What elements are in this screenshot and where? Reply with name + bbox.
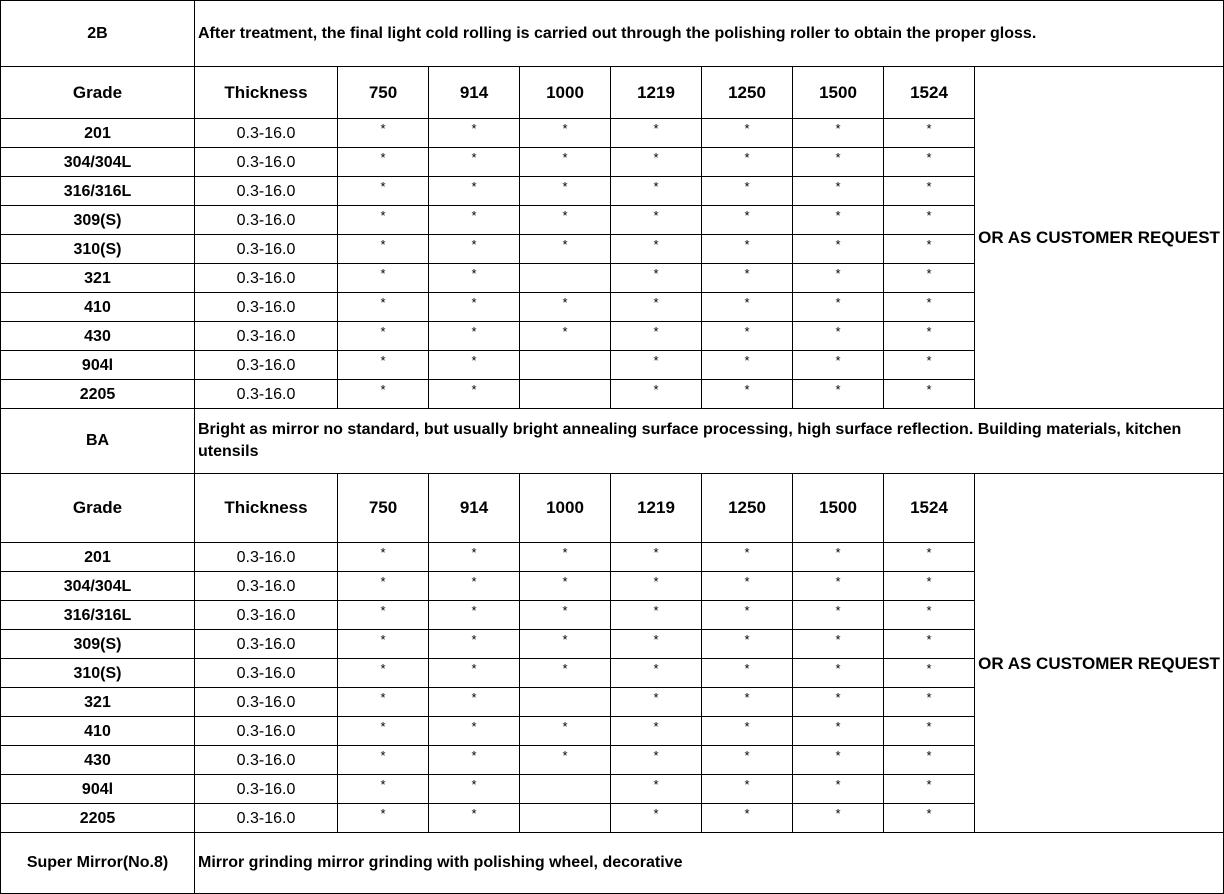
availability-mark: * xyxy=(793,148,884,177)
availability-mark: * xyxy=(611,601,702,630)
availability-mark: * xyxy=(702,601,793,630)
availability-mark: * xyxy=(611,688,702,717)
header-width: 914 xyxy=(429,474,520,543)
header-thickness: Thickness xyxy=(195,474,338,543)
availability-mark xyxy=(520,351,611,380)
availability-mark: * xyxy=(702,119,793,148)
thickness-cell: 0.3-16.0 xyxy=(195,380,338,409)
footer-row xyxy=(1,833,1224,894)
availability-mark xyxy=(520,804,611,833)
header-width: 1000 xyxy=(520,474,611,543)
availability-mark: * xyxy=(884,177,975,206)
availability-mark: * xyxy=(884,322,975,351)
availability-mark: * xyxy=(520,746,611,775)
availability-mark: * xyxy=(429,601,520,630)
availability-mark: * xyxy=(429,322,520,351)
thickness-cell: 0.3-16.0 xyxy=(195,601,338,630)
availability-mark: * xyxy=(429,206,520,235)
availability-mark: * xyxy=(702,804,793,833)
availability-mark: * xyxy=(702,659,793,688)
availability-mark: * xyxy=(793,322,884,351)
grade-cell: 430 xyxy=(1,322,195,351)
availability-mark: * xyxy=(338,380,429,409)
availability-mark: * xyxy=(884,601,975,630)
thickness-cell: 0.3-16.0 xyxy=(195,119,338,148)
availability-mark: * xyxy=(520,177,611,206)
availability-mark: * xyxy=(793,746,884,775)
availability-mark: * xyxy=(338,775,429,804)
availability-mark: * xyxy=(338,322,429,351)
availability-mark: * xyxy=(884,659,975,688)
availability-mark: * xyxy=(429,148,520,177)
thickness-cell: 0.3-16.0 xyxy=(195,235,338,264)
availability-mark: * xyxy=(429,688,520,717)
grade-cell: 904l xyxy=(1,775,195,804)
availability-mark: * xyxy=(429,264,520,293)
availability-mark: * xyxy=(611,264,702,293)
availability-mark: * xyxy=(793,659,884,688)
availability-mark: * xyxy=(702,746,793,775)
availability-mark: * xyxy=(884,206,975,235)
availability-mark: * xyxy=(429,804,520,833)
availability-mark: * xyxy=(429,177,520,206)
availability-mark: * xyxy=(884,804,975,833)
availability-mark: * xyxy=(338,543,429,572)
availability-mark: * xyxy=(611,543,702,572)
thickness-cell: 0.3-16.0 xyxy=(195,148,338,177)
availability-mark: * xyxy=(884,235,975,264)
availability-mark: * xyxy=(702,688,793,717)
thickness-cell: 0.3-16.0 xyxy=(195,206,338,235)
availability-mark: * xyxy=(520,659,611,688)
availability-mark: * xyxy=(338,264,429,293)
availability-mark: * xyxy=(520,206,611,235)
header-width: 1250 xyxy=(702,67,793,119)
availability-mark: * xyxy=(611,572,702,601)
availability-mark: * xyxy=(338,206,429,235)
availability-mark: * xyxy=(429,717,520,746)
availability-mark: * xyxy=(520,293,611,322)
grade-cell: 304/304L xyxy=(1,572,195,601)
availability-mark: * xyxy=(702,351,793,380)
grade-cell: 316/316L xyxy=(1,601,195,630)
header-width: 1500 xyxy=(793,67,884,119)
grade-cell: 309(S) xyxy=(1,206,195,235)
availability-mark: * xyxy=(793,380,884,409)
availability-mark: * xyxy=(338,177,429,206)
header-thickness: Thickness xyxy=(195,67,338,119)
availability-mark: * xyxy=(793,601,884,630)
availability-mark: * xyxy=(520,717,611,746)
availability-mark: * xyxy=(793,351,884,380)
availability-mark: * xyxy=(702,206,793,235)
availability-mark: * xyxy=(793,543,884,572)
availability-mark: * xyxy=(611,235,702,264)
availability-mark: * xyxy=(338,293,429,322)
availability-mark: * xyxy=(702,717,793,746)
header-width: 1500 xyxy=(793,474,884,543)
availability-mark: * xyxy=(884,717,975,746)
availability-mark: * xyxy=(884,630,975,659)
availability-mark: * xyxy=(793,264,884,293)
availability-mark: * xyxy=(429,293,520,322)
availability-mark: * xyxy=(702,264,793,293)
availability-mark: * xyxy=(884,293,975,322)
grade-cell: 310(S) xyxy=(1,235,195,264)
thickness-cell: 0.3-16.0 xyxy=(195,264,338,293)
grade-cell: 430 xyxy=(1,746,195,775)
header-width: 1000 xyxy=(520,67,611,119)
availability-mark: * xyxy=(793,775,884,804)
header-width: 1524 xyxy=(884,67,975,119)
availability-mark: * xyxy=(702,380,793,409)
grade-cell: 2205 xyxy=(1,380,195,409)
header-grade: Grade xyxy=(1,67,195,119)
availability-mark: * xyxy=(338,601,429,630)
thickness-cell: 0.3-16.0 xyxy=(195,322,338,351)
availability-mark: * xyxy=(429,380,520,409)
availability-mark: * xyxy=(429,775,520,804)
availability-mark: * xyxy=(793,235,884,264)
availability-mark: * xyxy=(429,543,520,572)
availability-mark: * xyxy=(702,775,793,804)
availability-mark: * xyxy=(611,293,702,322)
customer-request-note: OR AS CUSTOMER REQUEST xyxy=(975,474,1224,833)
availability-mark: * xyxy=(520,543,611,572)
grade-cell: 321 xyxy=(1,688,195,717)
availability-mark: * xyxy=(793,177,884,206)
availability-mark: * xyxy=(793,688,884,717)
grade-cell: 316/316L xyxy=(1,177,195,206)
availability-mark: * xyxy=(611,206,702,235)
availability-mark: * xyxy=(884,380,975,409)
availability-mark: * xyxy=(429,119,520,148)
availability-mark: * xyxy=(338,572,429,601)
availability-mark xyxy=(520,775,611,804)
availability-mark: * xyxy=(611,746,702,775)
availability-mark: * xyxy=(429,659,520,688)
availability-mark: * xyxy=(793,572,884,601)
availability-mark: * xyxy=(338,688,429,717)
availability-mark xyxy=(520,380,611,409)
availability-mark xyxy=(520,688,611,717)
availability-mark: * xyxy=(884,572,975,601)
thickness-cell: 0.3-16.0 xyxy=(195,717,338,746)
availability-mark: * xyxy=(520,322,611,351)
header-width: 1219 xyxy=(611,67,702,119)
finish-label: 2B xyxy=(1,1,195,67)
availability-mark: * xyxy=(520,630,611,659)
header-width: 750 xyxy=(338,67,429,119)
thickness-cell: 0.3-16.0 xyxy=(195,775,338,804)
availability-mark: * xyxy=(429,235,520,264)
availability-mark: * xyxy=(884,148,975,177)
availability-mark: * xyxy=(611,380,702,409)
availability-mark: * xyxy=(338,804,429,833)
availability-mark: * xyxy=(884,351,975,380)
availability-mark: * xyxy=(702,235,793,264)
finish-label: BA xyxy=(1,409,195,474)
availability-mark: * xyxy=(429,351,520,380)
grade-cell: 201 xyxy=(1,119,195,148)
availability-mark: * xyxy=(793,293,884,322)
availability-mark: * xyxy=(338,148,429,177)
grade-cell: 321 xyxy=(1,264,195,293)
availability-mark: * xyxy=(793,206,884,235)
availability-mark: * xyxy=(702,630,793,659)
finish-description: Bright as mirror no standard, but usually bright annealing surface processing, high surface reflection. Building materials, kitchen utensils xyxy=(195,409,1224,474)
availability-mark: * xyxy=(611,717,702,746)
header-width: 750 xyxy=(338,474,429,543)
customer-request-note: OR AS CUSTOMER REQUEST xyxy=(975,67,1224,409)
availability-mark: * xyxy=(520,235,611,264)
availability-mark: * xyxy=(884,746,975,775)
thickness-cell: 0.3-16.0 xyxy=(195,177,338,206)
table-body xyxy=(1,1,1224,894)
availability-mark: * xyxy=(338,659,429,688)
section-title-row xyxy=(1,409,1224,474)
thickness-cell: 0.3-16.0 xyxy=(195,572,338,601)
thickness-cell: 0.3-16.0 xyxy=(195,293,338,322)
availability-mark: * xyxy=(702,572,793,601)
availability-mark: * xyxy=(429,630,520,659)
availability-mark: * xyxy=(611,804,702,833)
header-width: 1250 xyxy=(702,474,793,543)
finish-description: Mirror grinding mirror grinding with polishing wheel, decorative xyxy=(195,833,1224,894)
availability-mark: * xyxy=(338,235,429,264)
availability-mark: * xyxy=(702,293,793,322)
header-width: 1219 xyxy=(611,474,702,543)
availability-mark: * xyxy=(884,775,975,804)
availability-mark: * xyxy=(611,659,702,688)
availability-mark: * xyxy=(429,572,520,601)
grade-cell: 410 xyxy=(1,293,195,322)
finish-label: Super Mirror(No.8) xyxy=(1,833,195,894)
availability-mark: * xyxy=(611,177,702,206)
availability-mark: * xyxy=(702,543,793,572)
header-grade: Grade xyxy=(1,474,195,543)
column-header-row xyxy=(1,67,1224,119)
availability-mark: * xyxy=(520,601,611,630)
availability-mark: * xyxy=(611,148,702,177)
availability-mark: * xyxy=(520,148,611,177)
thickness-cell: 0.3-16.0 xyxy=(195,688,338,717)
availability-mark: * xyxy=(338,630,429,659)
availability-mark xyxy=(520,264,611,293)
thickness-cell: 0.3-16.0 xyxy=(195,351,338,380)
grade-cell: 904l xyxy=(1,351,195,380)
availability-mark: * xyxy=(702,322,793,351)
availability-mark: * xyxy=(793,804,884,833)
section-title-row xyxy=(1,1,1224,67)
finish-description: After treatment, the final light cold rolling is carried out through the polishing roller to obtain the proper gloss. xyxy=(195,1,1224,67)
availability-mark: * xyxy=(793,717,884,746)
availability-mark: * xyxy=(884,119,975,148)
availability-mark: * xyxy=(520,119,611,148)
availability-mark: * xyxy=(338,351,429,380)
availability-mark: * xyxy=(611,775,702,804)
availability-mark: * xyxy=(611,119,702,148)
availability-mark: * xyxy=(793,630,884,659)
grade-cell: 410 xyxy=(1,717,195,746)
availability-mark: * xyxy=(611,630,702,659)
availability-mark: * xyxy=(338,119,429,148)
availability-mark: * xyxy=(702,177,793,206)
availability-mark: * xyxy=(884,543,975,572)
availability-mark: * xyxy=(611,351,702,380)
availability-mark: * xyxy=(884,688,975,717)
availability-mark: * xyxy=(702,148,793,177)
header-width: 914 xyxy=(429,67,520,119)
grade-cell: 201 xyxy=(1,543,195,572)
grade-cell: 309(S) xyxy=(1,630,195,659)
availability-mark: * xyxy=(884,264,975,293)
thickness-cell: 0.3-16.0 xyxy=(195,659,338,688)
thickness-cell: 0.3-16.0 xyxy=(195,543,338,572)
availability-mark: * xyxy=(793,119,884,148)
availability-mark: * xyxy=(338,746,429,775)
grade-cell: 310(S) xyxy=(1,659,195,688)
header-width: 1524 xyxy=(884,474,975,543)
grade-cell: 2205 xyxy=(1,804,195,833)
column-header-row xyxy=(1,474,1224,543)
availability-mark: * xyxy=(520,572,611,601)
thickness-cell: 0.3-16.0 xyxy=(195,746,338,775)
grade-cell: 304/304L xyxy=(1,148,195,177)
thickness-cell: 0.3-16.0 xyxy=(195,804,338,833)
availability-mark: * xyxy=(611,322,702,351)
availability-mark: * xyxy=(338,717,429,746)
thickness-cell: 0.3-16.0 xyxy=(195,630,338,659)
availability-mark: * xyxy=(429,746,520,775)
